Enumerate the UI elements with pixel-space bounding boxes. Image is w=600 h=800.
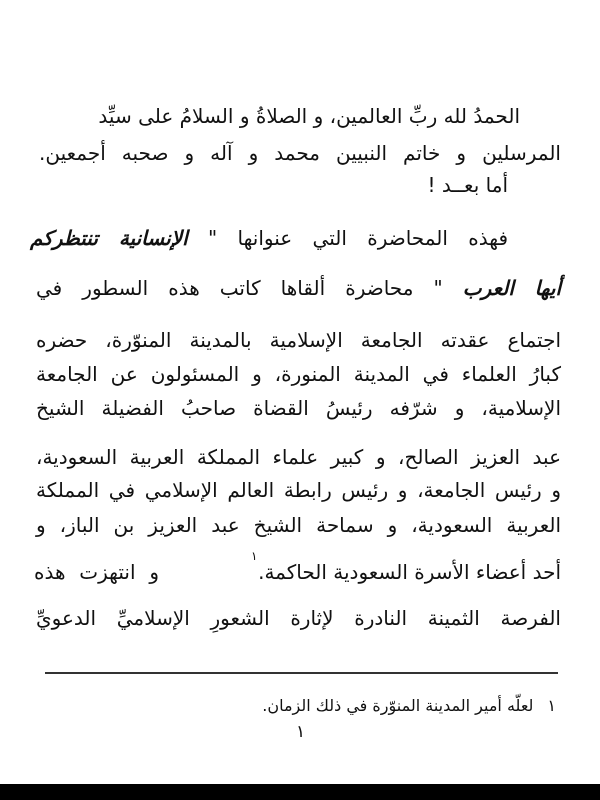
body-line-11 (36, 510, 561, 540)
body-line-12b (34, 557, 159, 587)
body-line-13-text: الفرصة الثمينة النادرة لإثارة الشعورِ الإسلاميِّ الدعويِّ (36, 606, 561, 630)
page-number: ١ (296, 722, 306, 742)
body-line-9 (36, 442, 561, 472)
body-line-12b-text: و انتهزت هذه (34, 560, 159, 584)
body-line-4-text: فهذه المحاضرة التي عنوانها " (187, 226, 509, 250)
body-line-9-text: عبد العزيز الصالح، و كبير علماء المملكة العربية السعودية، (36, 445, 561, 469)
body-line-6-text: اجتماع عقدته الجامعة الإسلامية بالمدينة المنوّرة، حضره (36, 328, 561, 352)
footnote-number: ١ (547, 696, 556, 715)
body-line-12a-text: أحد أعضاء الأسرة السعودية الحاكمة. (258, 560, 561, 584)
body-line-4 (30, 223, 508, 253)
body-line-1-text: الحمدُ لله ربِّ العالمين، و الصلاةُ و السلامُ على سيِّد (98, 104, 520, 128)
body-line-8-text: الإسلامية، و شرّفه رئيسُ القضاة صاحبُ الفضيلة الشيخ (36, 396, 561, 420)
body-line-11-text: العربية السعودية، و سماحة الشيخ عبد العزيز بن الباز، و (36, 513, 561, 537)
footnote-reference[interactable]: ١ (251, 549, 258, 563)
body-line-7 (36, 359, 561, 389)
body-line-10 (36, 475, 561, 505)
footnote (262, 694, 556, 718)
body-line-7-text: كبارُ العلماء في المدينة المنورة، و المسئولون عن الجامعة (36, 362, 561, 386)
body-line-13 (36, 603, 561, 633)
footnote-text: لعلّه أمير المدينة المنوّرة في ذلك الزمان. (262, 696, 534, 715)
footnote-separator (45, 672, 558, 674)
lecture-title-part1: الإنسانية تنتظركم (30, 226, 188, 250)
body-line-10-text: و رئيس الجامعة، و رئيس رابطة العالم الإسلامي في المملكة (36, 478, 561, 502)
greeting-text: أما بعــد ! (427, 173, 508, 197)
body-line-1 (0, 101, 520, 131)
body-line-6 (36, 325, 561, 355)
body-line-8 (36, 393, 561, 423)
lecture-title-part2: أيها العرب (462, 276, 562, 300)
body-line-2 (39, 138, 561, 168)
body-line-2-text: المرسلين و خاتم النبيين محمد و آله و صحبه أجمعين. (39, 141, 561, 165)
greeting-line (308, 170, 508, 200)
body-line-5 (36, 273, 561, 303)
bottom-black-bar (0, 784, 600, 800)
body-line-5-text: " محاضرة ألقاها كاتب هذه السطور في (36, 276, 443, 300)
body-line-12a (221, 557, 561, 587)
